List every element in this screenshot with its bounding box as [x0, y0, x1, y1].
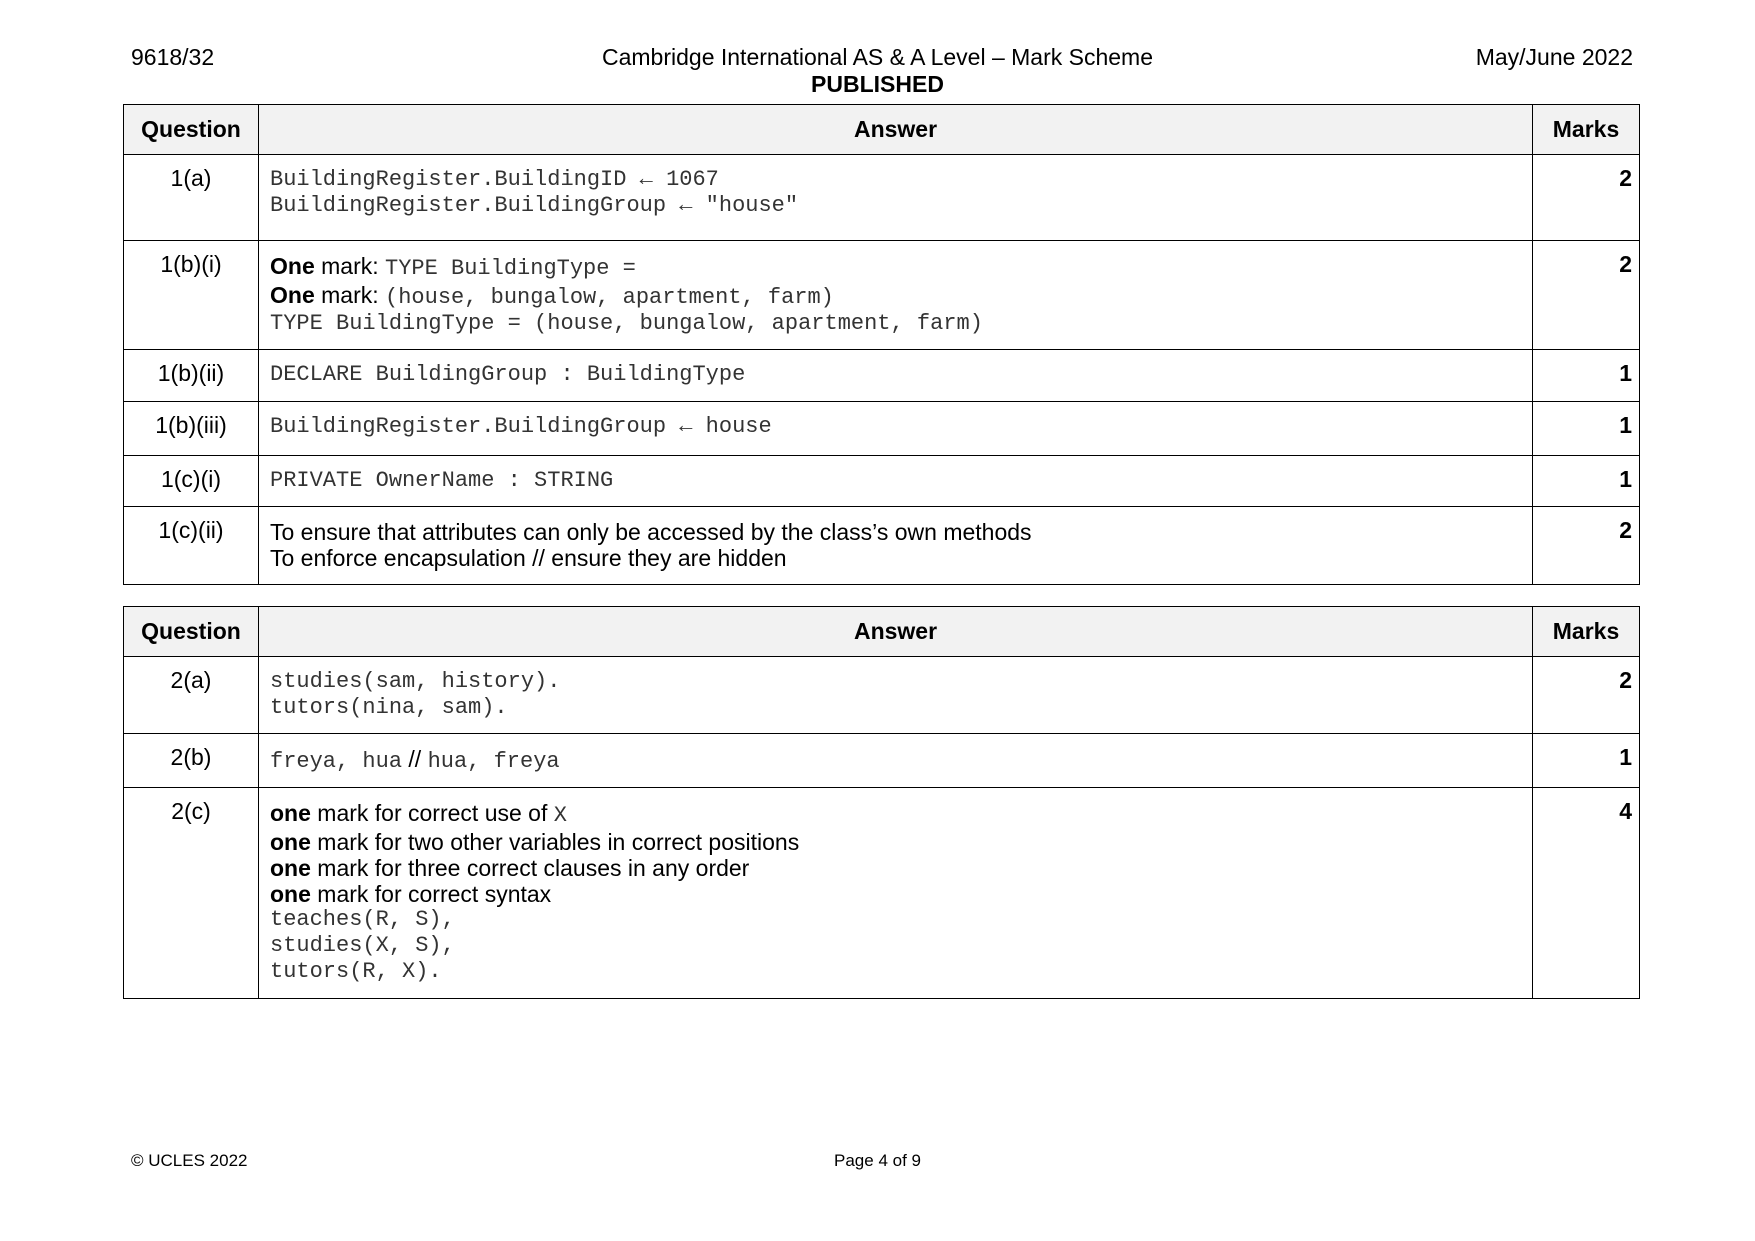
mark-scheme-table-1	[123, 104, 1640, 585]
answer-text: mark for correct syntax	[310, 881, 552, 907]
column-header-question: Question	[124, 607, 259, 657]
emphasis-text: One	[270, 282, 315, 308]
marks-value: 2	[1533, 657, 1640, 734]
question-number: 1(b)(iii)	[124, 402, 259, 456]
exam-session: May/June 2022	[1475, 44, 1633, 70]
answer-line	[270, 800, 1522, 829]
answer-text: mark for three correct clauses in any order	[310, 855, 750, 881]
answer-code-line: studies(sam, history).	[270, 669, 561, 694]
answer-cell	[259, 507, 1533, 585]
column-header-marks: Marks	[1533, 607, 1640, 657]
answer-text: mark for correct use of	[310, 800, 554, 826]
separator-text: //	[402, 746, 428, 772]
answer-cell	[259, 456, 1533, 507]
marks-value: 1	[1533, 350, 1640, 402]
table-row	[124, 241, 1640, 350]
answer-line	[270, 829, 1522, 855]
question-number: 2(b)	[124, 734, 259, 788]
emphasis-text: one	[270, 829, 311, 855]
emphasis-text: one	[270, 855, 311, 881]
paper-code: 9618/32	[131, 44, 215, 70]
question-number: 1(b)(ii)	[124, 350, 259, 402]
marks-value: 1	[1533, 734, 1640, 788]
page-number: Page 4 of 9	[834, 1151, 921, 1170]
answer-text: mark for two other variables in correct positions	[310, 829, 800, 855]
emphasis-text: One	[270, 253, 315, 279]
answer-code-line: BuildingRegister.BuildingGroup ← house	[270, 414, 772, 439]
published-label: PUBLISHED	[811, 71, 944, 97]
answer-cell	[259, 788, 1533, 999]
column-header-question: Question	[124, 105, 259, 155]
answer-cell	[259, 402, 1533, 456]
table-header-row	[124, 105, 1640, 155]
question-number: 1(c)(i)	[124, 456, 259, 507]
column-header-answer: Answer	[259, 607, 1533, 657]
table-header-row	[124, 607, 1640, 657]
answer-code: (house, bungalow, apartment, farm)	[385, 285, 834, 310]
table-row	[124, 657, 1640, 734]
answer-code: hua, freya	[427, 749, 560, 774]
table-row	[124, 456, 1640, 507]
question-number: 1(a)	[124, 155, 259, 241]
marks-value: 2	[1533, 155, 1640, 241]
table-row	[124, 402, 1640, 456]
answer-line	[270, 253, 1522, 282]
answer-cell	[259, 657, 1533, 734]
answer-code-line: teaches(R, S),	[270, 907, 455, 932]
column-header-answer: Answer	[259, 105, 1533, 155]
marks-value: 2	[1533, 241, 1640, 350]
answer-line: To enforce encapsulation // ensure they are hidden	[270, 545, 787, 571]
answer-code-line: tutors(nina, sam).	[270, 695, 508, 720]
answer-code-line: tutors(R, X).	[270, 959, 442, 984]
marks-value: 2	[1533, 507, 1640, 585]
answer-line	[270, 855, 1522, 881]
answer-cell	[259, 350, 1533, 402]
answer-line	[270, 746, 1522, 775]
answer-code-line: BuildingRegister.BuildingID ← 1067	[270, 167, 719, 192]
answer-code: TYPE BuildingType =	[385, 256, 636, 281]
answer-code-line: TYPE BuildingType = (house, bungalow, apartment, farm)	[270, 311, 983, 336]
table-row	[124, 507, 1640, 585]
table-row	[124, 788, 1640, 999]
answer-line: To ensure that attributes can only be accessed by the class’s own methods	[270, 519, 1032, 545]
answer-code-line: DECLARE BuildingGroup : BuildingType	[270, 362, 746, 387]
table-row	[124, 734, 1640, 788]
emphasis-text: one	[270, 800, 311, 826]
question-number: 1(c)(ii)	[124, 507, 259, 585]
answer-line	[270, 881, 1522, 907]
marks-value: 1	[1533, 456, 1640, 507]
answer-code-line: studies(X, S),	[270, 933, 455, 958]
answer-code: X	[553, 803, 567, 828]
answer-code: freya, hua	[270, 749, 403, 774]
column-header-marks: Marks	[1533, 105, 1640, 155]
copyright-notice: © UCLES 2022	[131, 1151, 248, 1170]
answer-text: mark:	[314, 282, 386, 308]
answer-cell	[259, 734, 1533, 788]
marks-value: 1	[1533, 402, 1640, 456]
answer-code-line: BuildingRegister.BuildingGroup ← "house"	[270, 193, 799, 218]
answer-cell	[259, 241, 1533, 350]
emphasis-text: one	[270, 881, 311, 907]
answer-cell	[259, 155, 1533, 241]
answer-text: mark:	[314, 253, 386, 279]
table-row	[124, 350, 1640, 402]
question-number: 1(b)(i)	[124, 241, 259, 350]
question-number: 2(c)	[124, 788, 259, 999]
answer-code-line: PRIVATE OwnerName : STRING	[270, 468, 614, 493]
table-row	[124, 155, 1640, 241]
page-title: Cambridge International AS & A Level – Mark Scheme	[601, 44, 1154, 70]
question-number: 2(a)	[124, 657, 259, 734]
mark-scheme-table-2	[123, 606, 1640, 999]
marks-value: 4	[1533, 788, 1640, 999]
answer-line	[270, 282, 1522, 311]
